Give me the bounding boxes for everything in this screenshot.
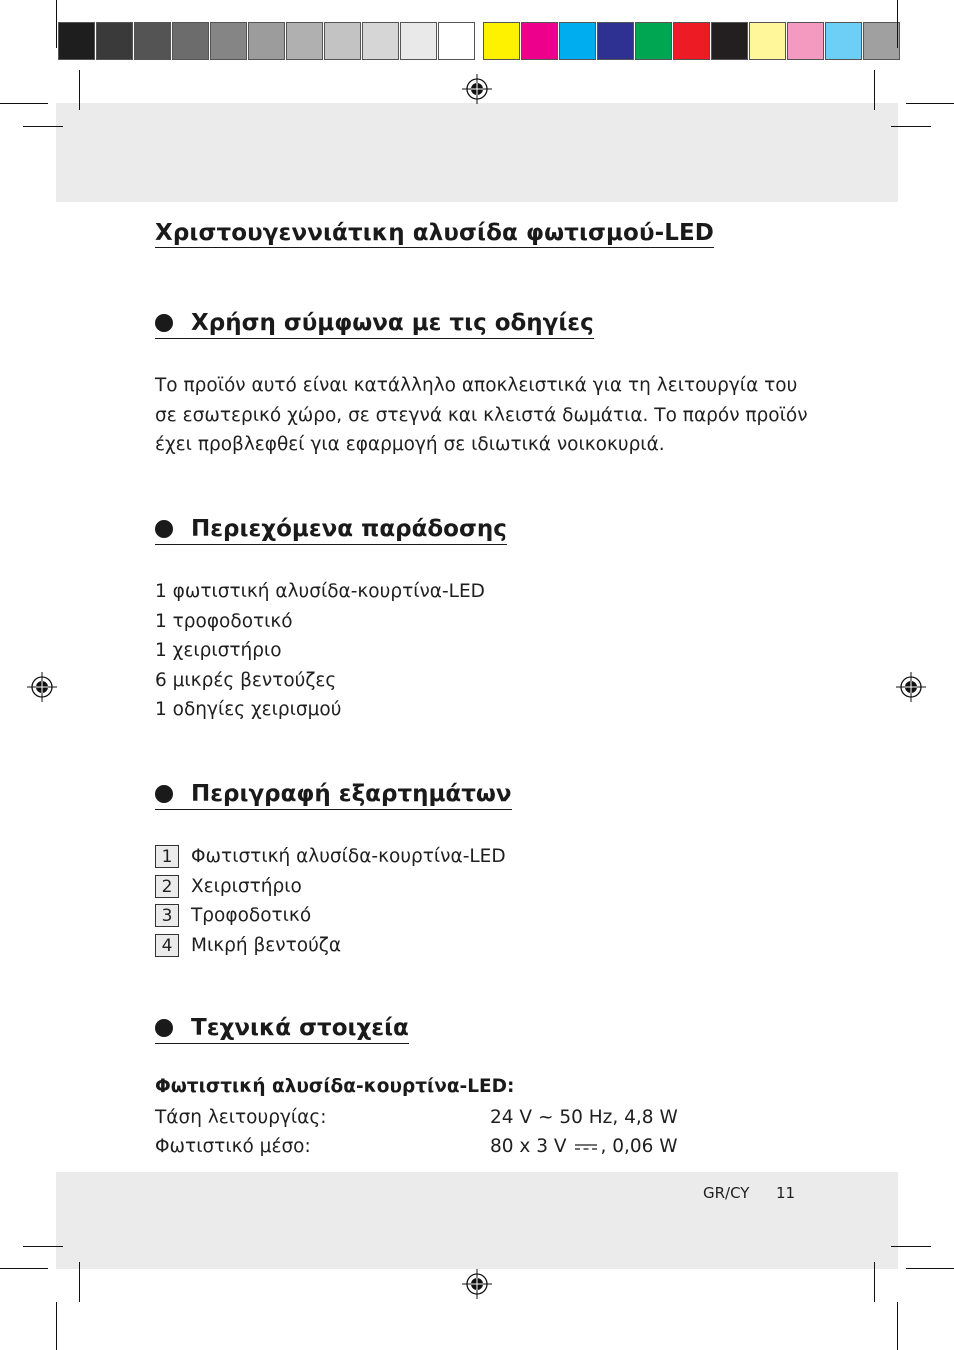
- spec-key: Φωτιστικό μέσο:: [155, 1136, 311, 1157]
- calibration-swatch: [96, 22, 133, 60]
- list-item: 6 μικρές βεντούζες: [155, 669, 337, 691]
- calibration-swatch: [362, 22, 399, 60]
- crop-mark-bl-v: [56, 1302, 57, 1350]
- list-item: 1 τροφοδοτικό: [155, 610, 293, 632]
- technical-subheading: Φωτιστική αλυσίδα-κουρτίνα-LED:: [155, 1076, 515, 1097]
- part-label: Μικρή βεντούζα: [191, 934, 342, 956]
- calibration-swatch: [134, 22, 171, 60]
- spec-value-post: , 0,06 W: [600, 1136, 678, 1157]
- section-heading-parts: [155, 781, 512, 810]
- registration-mark-top-icon: [462, 74, 492, 104]
- calibration-swatch: [673, 22, 710, 60]
- parts-list-item: [155, 842, 506, 872]
- color-calibration-bar: [483, 22, 901, 62]
- calibration-swatch: [58, 22, 95, 60]
- delivery-list: [155, 577, 485, 725]
- section-heading-technical: [155, 1015, 409, 1044]
- crop-mark-tl-v: [56, 0, 57, 48]
- part-label: Χειριστήριο: [191, 875, 302, 897]
- parts-list-item: [155, 931, 506, 961]
- calibration-swatch: [483, 22, 520, 60]
- spec-value: [490, 1136, 678, 1157]
- section-heading-intended-use: [155, 310, 594, 339]
- spec-value-pre: 80 x 3 V: [490, 1136, 567, 1157]
- document-title: Χριστουγεννιάτικη αλυσίδα φωτισμού-LED: [155, 220, 714, 246]
- list-item: 1 φωτιστική αλυσίδα-κουρτίνα-LED: [155, 581, 485, 602]
- registration-mark-right-icon: [896, 672, 926, 702]
- section-heading-text: Τεχνικά στοιχεία: [191, 1015, 409, 1041]
- crop-mark-tl-h2: [23, 126, 63, 127]
- calibration-swatch: [559, 22, 596, 60]
- bullet-dot-icon: [155, 1019, 173, 1037]
- calibration-swatch: [521, 22, 558, 60]
- bullet-dot-icon: [155, 520, 173, 538]
- direct-current-icon: [574, 1142, 598, 1152]
- page-number: 11: [776, 1184, 796, 1202]
- calibration-swatch: [438, 22, 475, 60]
- calibration-swatch: [635, 22, 672, 60]
- registration-mark-left-icon: [27, 672, 57, 702]
- calibration-swatch: [711, 22, 748, 60]
- part-number-badge: 3: [155, 904, 179, 927]
- calibration-swatch: [863, 22, 900, 60]
- crop-mark-tr-h: [906, 103, 954, 104]
- bullet-dot-icon: [155, 785, 173, 803]
- grayscale-calibration-bar: [58, 22, 476, 62]
- crop-mark-bl-h: [0, 1268, 48, 1269]
- calibration-swatch: [286, 22, 323, 60]
- section-heading-text: Περιεχόμενα παράδοσης: [191, 516, 507, 542]
- footer-country-code: GR/CY: [703, 1184, 750, 1202]
- crop-mark-tl-h: [0, 103, 48, 104]
- crop-mark-tr-v2: [874, 70, 875, 110]
- calibration-swatch: [825, 22, 862, 60]
- section-heading-text: Χρήση σύμφωνα με τις οδηγίες: [191, 310, 594, 336]
- crop-mark-br-v: [897, 1302, 898, 1350]
- bullet-dot-icon: [155, 314, 173, 332]
- section-heading-text: Περιγραφή εξαρτημάτων: [191, 781, 512, 807]
- footer-band: [56, 1172, 898, 1269]
- crop-mark-tr-v: [897, 0, 898, 48]
- part-label: Φωτιστική αλυσίδα-κουρτίνα-LED: [191, 846, 506, 868]
- parts-list: [155, 842, 506, 960]
- crop-mark-tl-v2: [79, 70, 80, 110]
- part-number-badge: 2: [155, 875, 179, 898]
- part-number-badge: 4: [155, 934, 179, 957]
- calibration-swatch: [324, 22, 361, 60]
- calibration-swatch: [400, 22, 437, 60]
- list-item: 1 χειριστήριο: [155, 640, 282, 661]
- crop-mark-br-h: [906, 1268, 954, 1269]
- parts-list-item: [155, 872, 506, 902]
- section-heading-delivery: [155, 516, 507, 545]
- calibration-swatch: [210, 22, 247, 60]
- part-label: Τροφοδοτικό: [191, 905, 312, 927]
- calibration-swatch: [597, 22, 634, 60]
- calibration-swatch: [172, 22, 209, 60]
- parts-list-item: [155, 901, 506, 931]
- crop-mark-bl-v2: [79, 1262, 80, 1302]
- crop-mark-br-h2: [891, 1246, 931, 1247]
- paragraph-line: έχει προβλεφθεί για εφαρμογή σε ιδιωτικά νοικοκυριά.: [155, 434, 665, 455]
- calibration-swatch: [787, 22, 824, 60]
- registration-mark-bottom-icon: [462, 1269, 492, 1299]
- calibration-swatch: [248, 22, 285, 60]
- crop-mark-tr-h2: [891, 126, 931, 127]
- paragraph-line: Το προϊόν αυτό είναι κατάλληλο αποκλειστικά για τη λειτουργία του: [155, 375, 798, 396]
- calibration-swatch: [749, 22, 786, 60]
- paragraph-line: σε εσωτερικό χώρο, σε στεγνά και κλειστά δωμάτια. Το παρόν προϊόν: [155, 404, 808, 426]
- spec-key: Τάση λειτουργίας:: [155, 1107, 327, 1128]
- part-number-badge: 1: [155, 845, 179, 868]
- spec-value: 24 V ~ 50 Hz, 4,8 W: [490, 1107, 678, 1128]
- header-band: [56, 103, 898, 202]
- list-item: 1 οδηγίες χειρισμού: [155, 699, 342, 720]
- crop-mark-bl-h2: [23, 1246, 63, 1247]
- crop-mark-br-v2: [874, 1262, 875, 1302]
- intended-use-paragraph: [155, 371, 808, 460]
